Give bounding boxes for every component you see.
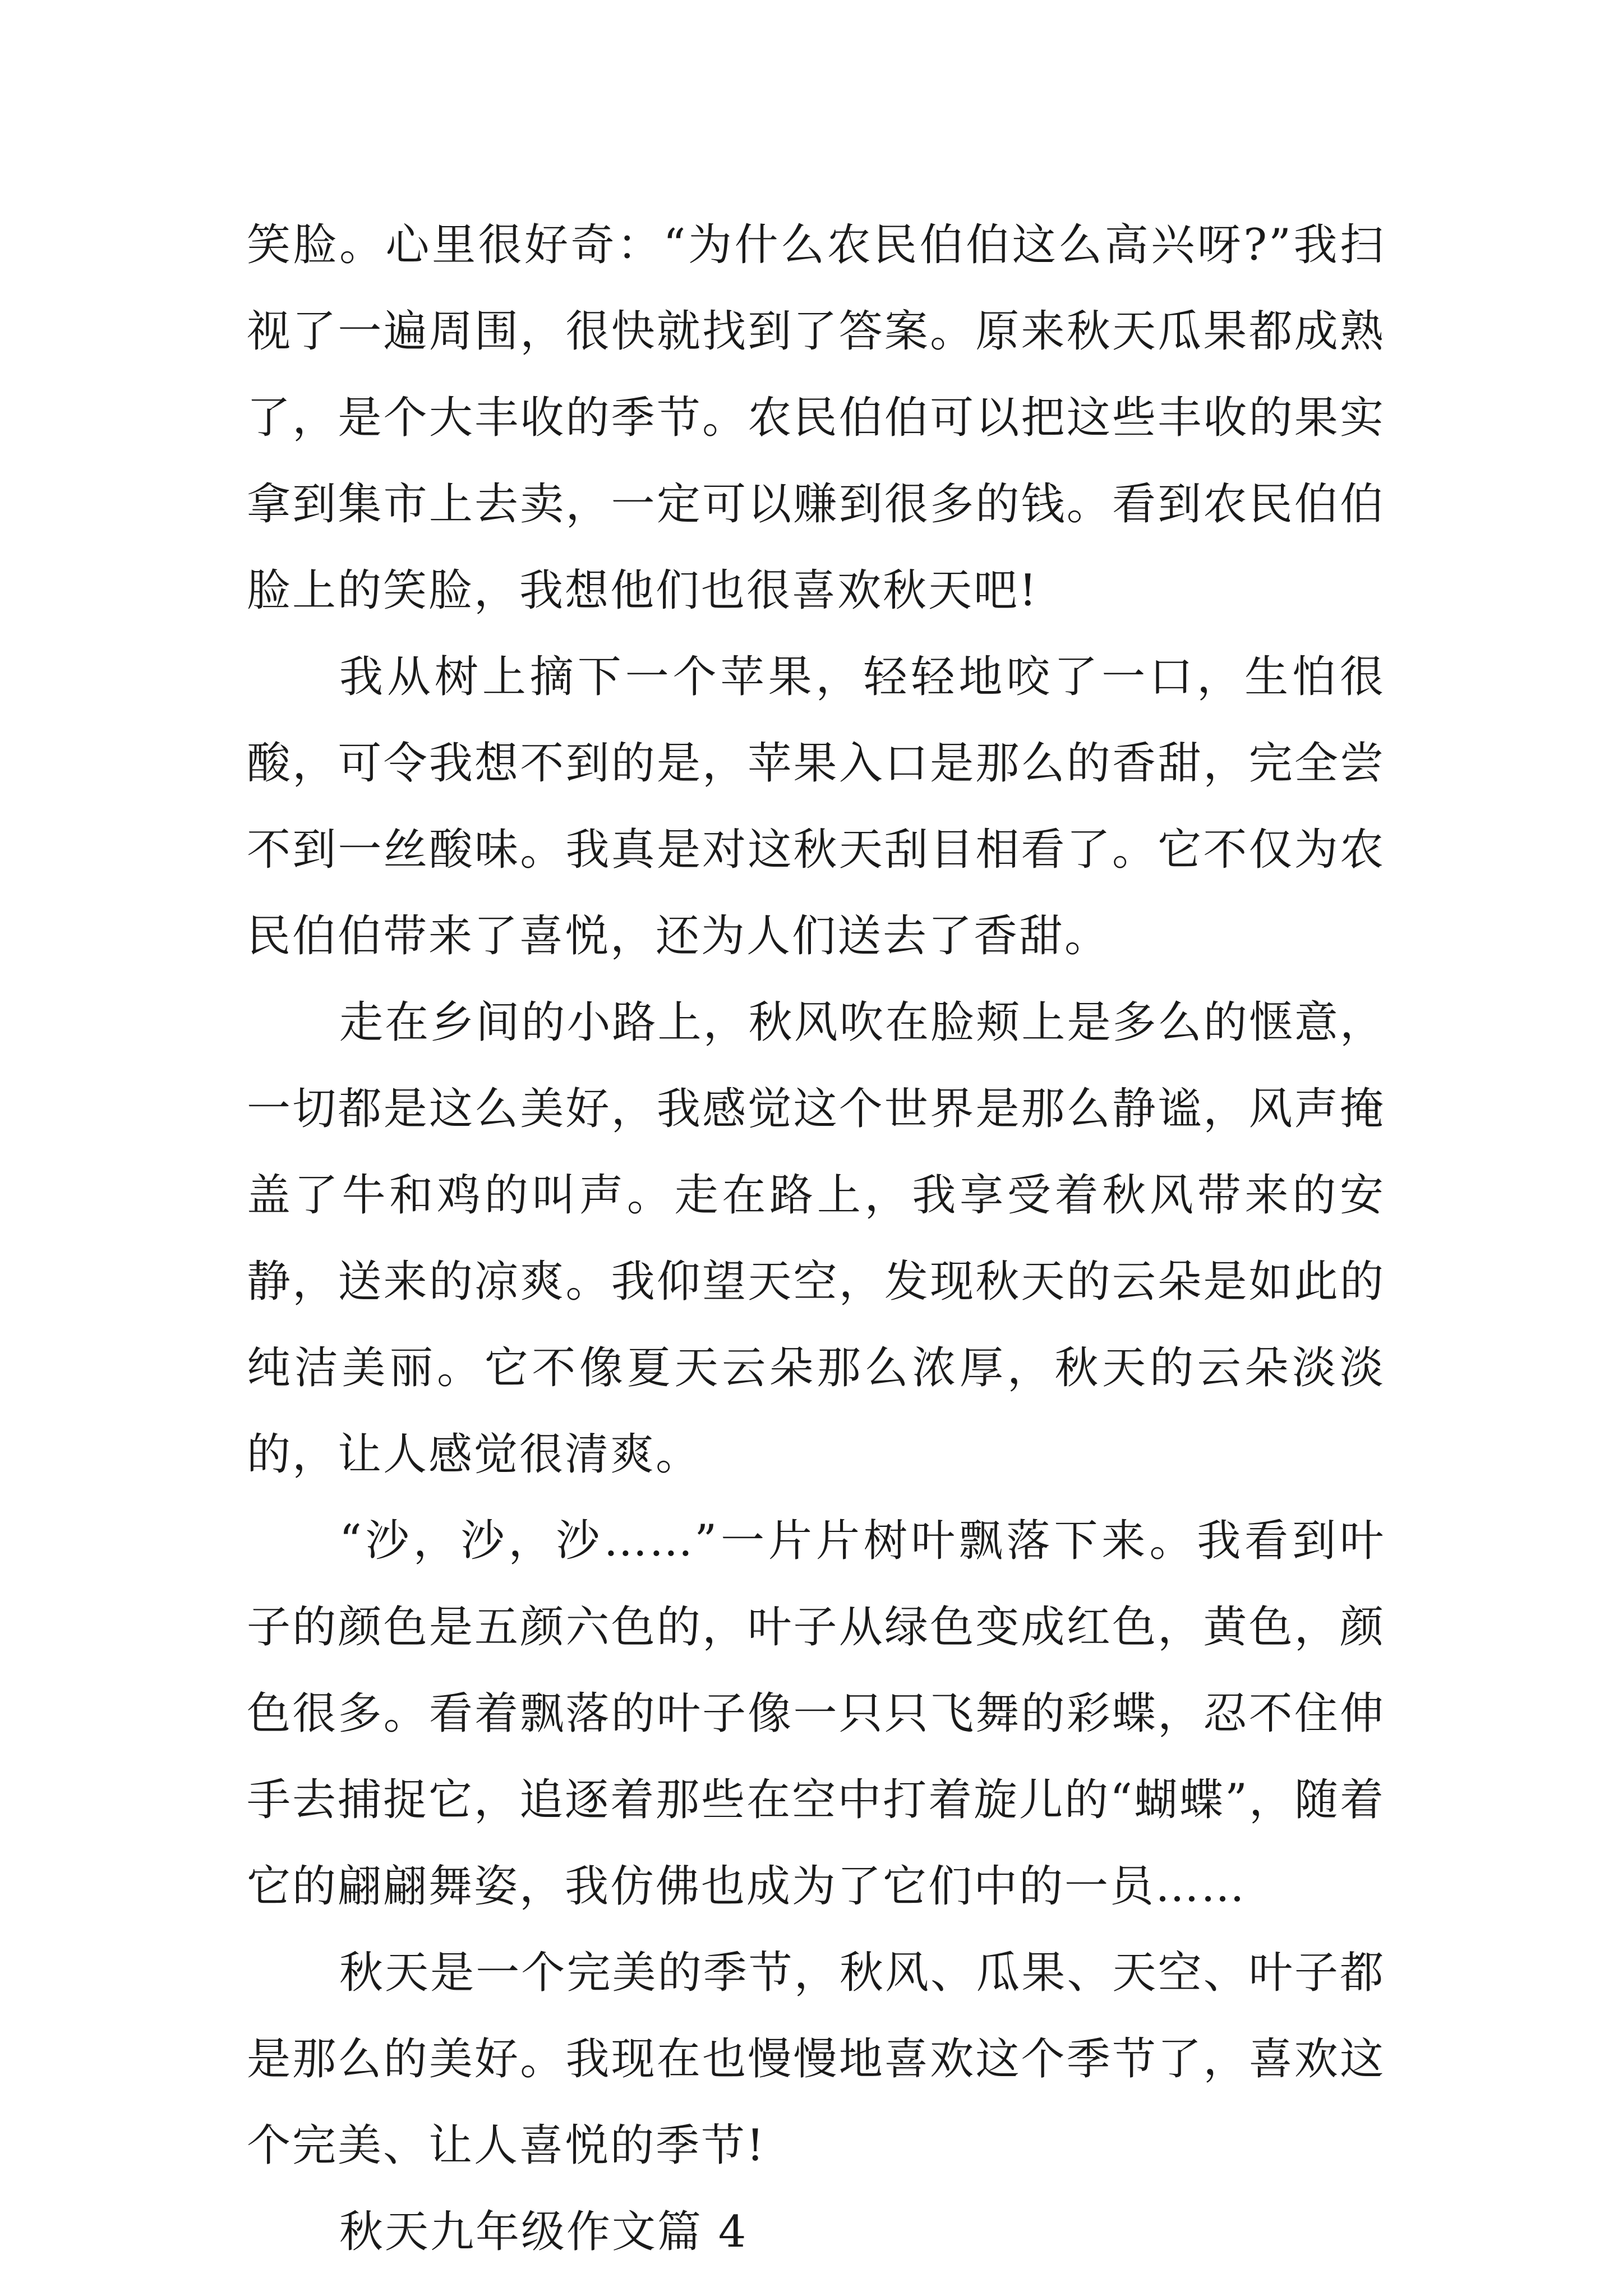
paragraph-3: 走在乡间的小路上，秋风吹在脸颊上是多么的惬意，一切都是这么美好，我感觉这个世界是那么静谧，风声掩盖了牛和鸡的叫声。走在路上，我享受着秋风带来的安静，送来的凉爽。我仰望天空，发现秋天的云朵是如此的纯洁美丽。它不像夏天云朵那么浓厚，秋天的云朵淡淡的，让人感觉很清爽。 [247,997,1385,1480]
paragraph-5: 秋天是一个完美的季节，秋风、瓜果、天空、叶子都是那么的美好。我现在也慢慢地喜欢这个季节了，喜欢这个完美、让人喜悦的季节! [247,1948,1385,2171]
paragraph-2: 我从树上摘下一个苹果，轻轻地咬了一口，生怕很酸，可令我想不到的是，苹果入口是那么的香甜，完全尝不到一丝酸味。我真是对这秋天刮目相看了。它不仅为农民伯伯带来了喜悦，还为人们送去了香甜。 [247,652,1385,961]
section-heading: 秋天九年级作文篇 4 [339,2207,748,2257]
essay-body [247,202,1385,2275]
paragraph-4: “沙，沙，沙……”一片片树叶飘落下来。我看到叶子的颜色是五颜六色的，叶子从绿色变成红色，黄色，颜色很多。看着飘落的叶子像一只只飞舞的彩蝶，忍不住伸手去捕捉它，追逐着那些在空中打着旋儿的“蝴蝶”，随着它的翩翩舞姿，我仿佛也成为了它们中的一员…… [247,1516,1385,1912]
paragraph-1: 笑脸。心里很好奇：“为什么农民伯伯这么高兴呀?”我扫视了一遍周围，很快就找到了答案。原来秋天瓜果都成熟了，是个大丰收的季节。农民伯伯可以把这些丰收的果实拿到集市上去卖，一定可以赚到很多的钱。看到农民伯伯脸上的笑脸，我想他们也很喜欢秋天吧! [247,220,1385,616]
